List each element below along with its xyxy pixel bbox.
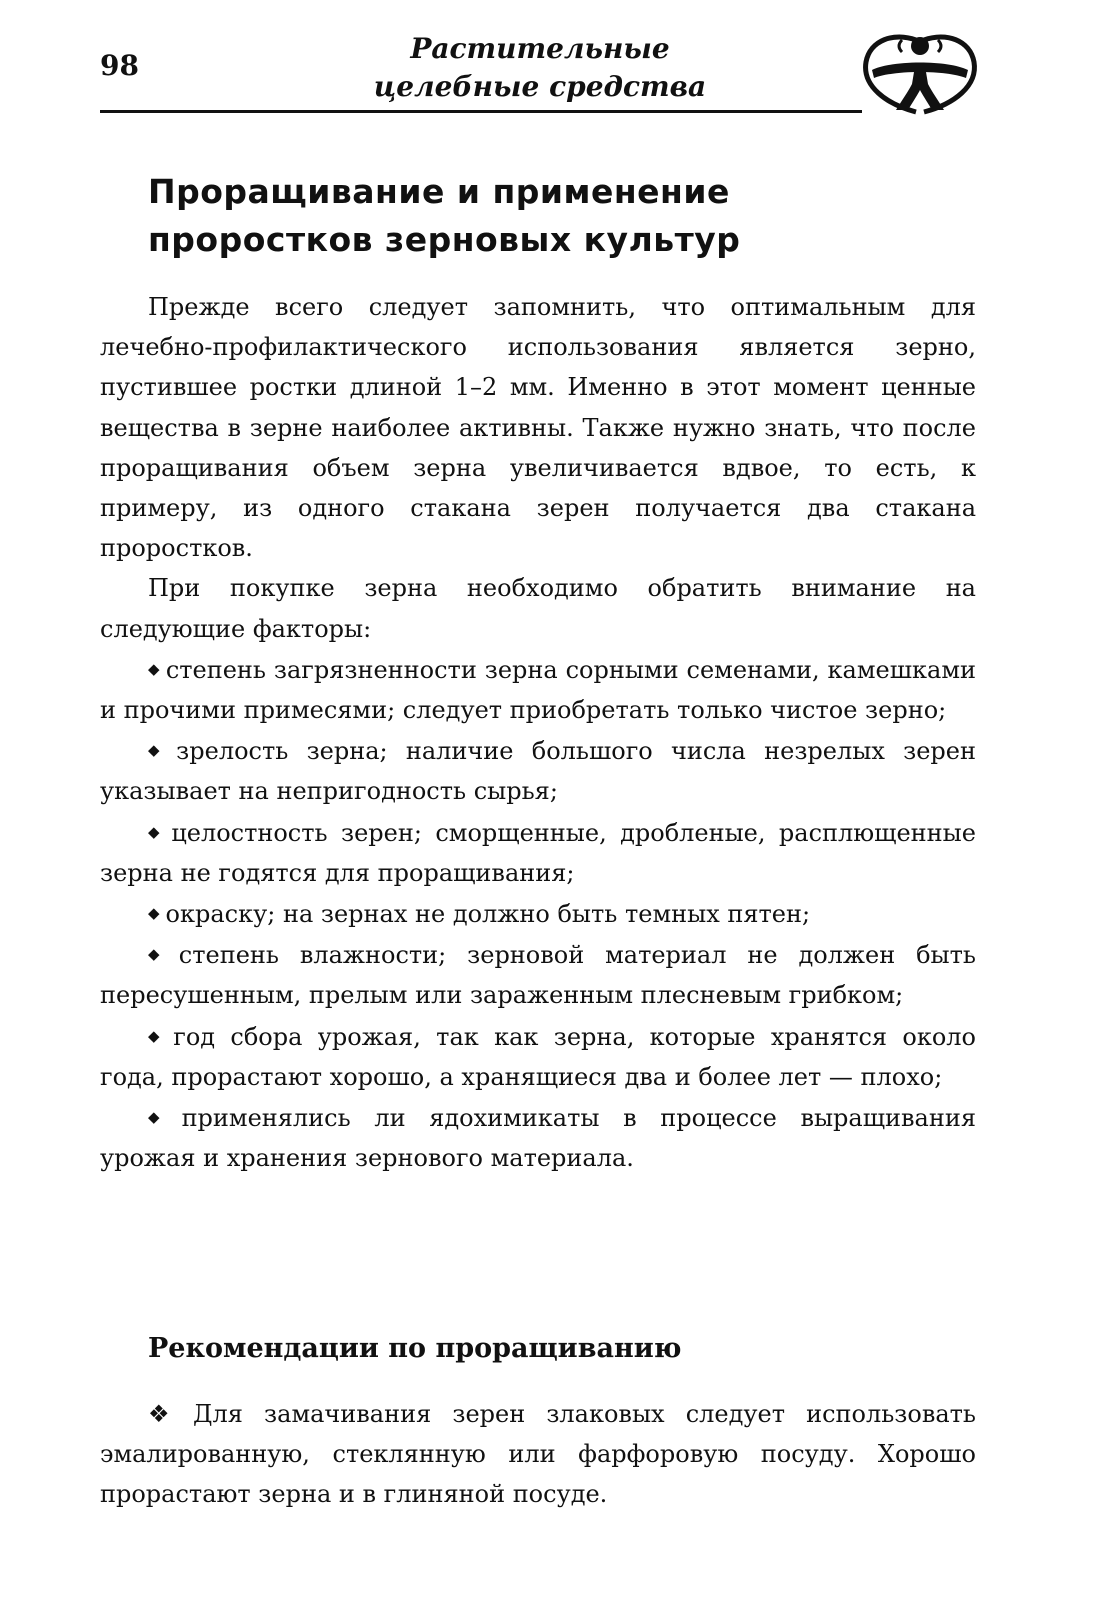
factor-item [100, 1097, 976, 1178]
diamond-bullet-icon: ◆ [148, 904, 160, 923]
factor-text: окраску; на зернах не должно быть темных пятен; [165, 900, 811, 929]
diamond-bullet-icon: ◆ [148, 1108, 176, 1127]
diamond-bullet-icon: ◆ [148, 741, 171, 760]
page-number: 98 [100, 49, 139, 82]
diamond-bullet-icon: ◆ [148, 1026, 168, 1045]
header-rule [100, 110, 862, 113]
diamond-bullet-icon: ◆ [148, 945, 173, 964]
recommendation-text [100, 1394, 976, 1515]
factor-text: целостность зерен; сморщенные, дробленые, расплющенные зерна не годятся для проращивания; [100, 818, 976, 887]
body-text [100, 287, 976, 1178]
purchase-paragraph: При покупке зерна необходимо обратить внимание на следующие факторы: [100, 574, 976, 643]
factor-item [100, 893, 976, 934]
running-title-line-2: целебные средства [373, 70, 707, 103]
chapter-title-line-2: проростков зерновых культур [148, 220, 741, 259]
factor-item [100, 730, 976, 811]
intro-paragraph: Прежде всего следует запомнить, что оптимальным для лечебно-профилактического использования является зерно, пустившее ростки длиной 1–2 мм. Именно в этот момент ценные вещества в зерне наиболее активны. Также нужно знать, что после проращивания объем зерна увеличивается вдвое, то есть, к примеру, из одного стакана зерен получается два стакана проростков. [100, 293, 976, 563]
chapter-title-line-1: Проращивание и применение [148, 172, 730, 211]
factor-item [100, 649, 976, 730]
diamond-bullet-icon: ◆ [148, 659, 160, 678]
recommendation-item-text: Для замачивания зерен злаковых следует использовать эмалированную, стеклянную или фарфоровую посуду. Хорошо прорастают зерна и в глиняной посуде. [100, 1400, 977, 1509]
running-title-line-1: Растительные [410, 32, 670, 65]
diamond-bullet-icon: ◆ [148, 822, 166, 841]
recommendation-item [100, 1394, 976, 1515]
subsection-title: Рекомендации по проращиванию [148, 1333, 682, 1364]
factor-item [100, 812, 976, 893]
factor-text: степень загрязненности зерна сорными семенами, камешками и прочими примесями; следует приобретать только чистое зерно; [100, 655, 976, 725]
chapter-title [148, 168, 988, 264]
factor-text: степень влажности; зерновой материал не должен быть пересушенным, прелым или зараженным плесневым грибком; [100, 941, 976, 1010]
factor-text: зрелость зерна; наличие большого числа незрелых зерен указывает на непригодность сырья; [100, 737, 976, 806]
factor-item [100, 1016, 976, 1097]
factor-item [100, 934, 976, 1015]
factor-text: год сбора урожая, так как зерна, которые хранятся около года, прорастают хорошо, а хранящиеся два и более лет — плохо; [100, 1022, 976, 1091]
factor-text: применялись ли ядохимикаты в процессе выращивания урожая и хранения зернового материала. [100, 1104, 976, 1173]
four-diamond-bullet-icon: ❖ [148, 1400, 184, 1428]
running-title [360, 30, 720, 106]
person-emblem-icon [858, 30, 982, 116]
